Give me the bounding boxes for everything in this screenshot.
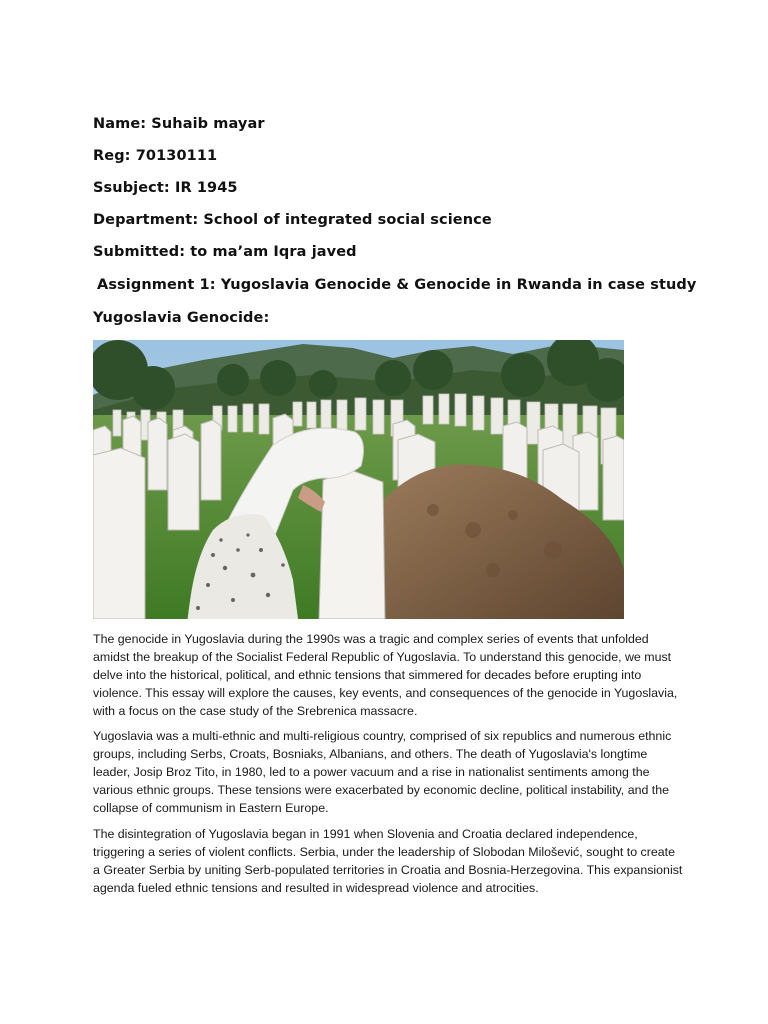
submitted-line: Submitted: to ma’am Iqra javed bbox=[93, 244, 357, 260]
paragraph-disintegration: The disintegration of Yugoslavia began in 1991 when Slovenia and Croatia declared independence, triggering a series of violent conflicts. Serbia, under the leadership of Slobodan Milošević, sought to create a Greater Serbia by uniting Serb-populated territories in Croatia and Bosnia-Herzegovina. This expansionist agenda fueled ethnic tensions and resulted in widespread violence and atrocities. bbox=[93, 827, 683, 895]
department-line: Department: School of integrated social science bbox=[93, 212, 492, 228]
subject-line: Ssubject: IR 1945 bbox=[93, 180, 238, 196]
paragraph-background: Yugoslavia was a multi-ethnic and multi-religious country, comprised of six republics and numerous ethnic groups, including Serbs, Croats, Bosniaks, Albanians, and others. The death of Yugoslavia's longtime leader, Josip Broz Tito, in 1980, led to a power vacuum and a rise in nationalist sentiments among the various ethnic groups. These tensions were exacerbated by economic decline, political instability, and the collapse of communism in Eastern Europe. bbox=[93, 729, 672, 815]
cemetery-photo bbox=[93, 340, 624, 619]
student-name: Name: Suhaib mayar bbox=[93, 116, 265, 132]
paragraph-intro: The genocide in Yugoslavia during the 1990s was a tragic and complex series of events that unfolded amidst the breakup of the Socialist Federal Republic of Yugoslavia. To understand this genocide, we must delve into the historical, political, and ethnic tensions that simmered for decades before erupting into violence. This essay will explore the causes, key events, and consequences of the genocide in Yugoslavia, with a focus on the case study of the Srebrenica massacre. bbox=[93, 632, 678, 718]
registration-number: Reg: 70130111 bbox=[93, 148, 218, 164]
assignment-title: Assignment 1: Yugoslavia Genocide & Genocide in Rwanda in case study bbox=[97, 277, 697, 293]
section-title: Yugoslavia Genocide: bbox=[93, 310, 270, 326]
